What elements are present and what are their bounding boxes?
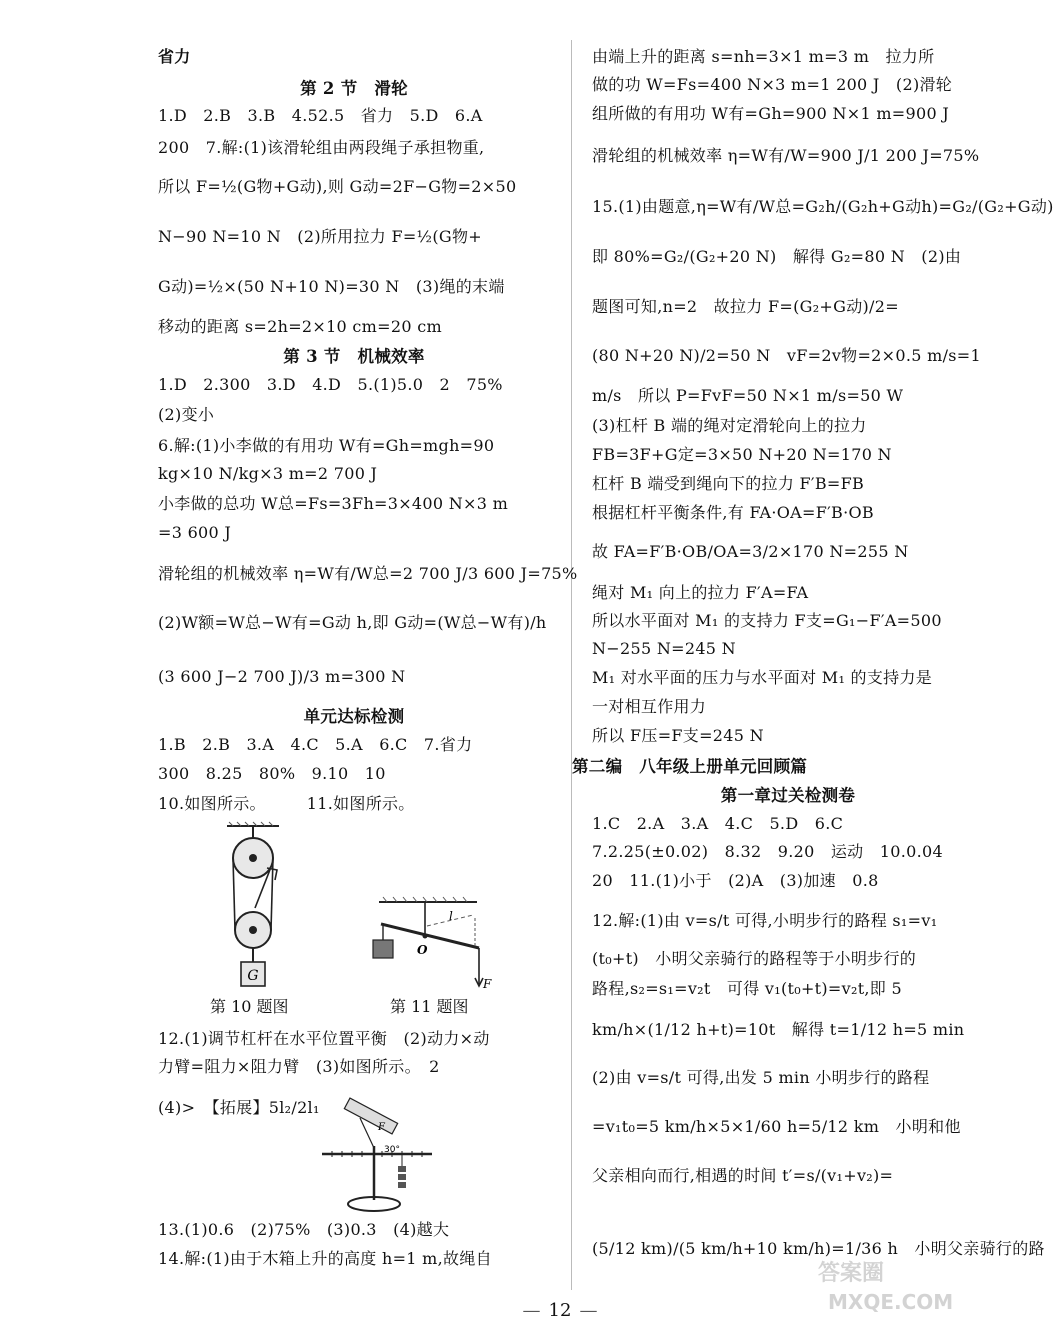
- figure-11-caption: 第 11 题图: [390, 997, 469, 1016]
- pulley-figure: [215, 822, 295, 990]
- text-line: 1.D 2.300 3.D 4.D 5.(1)5.0 2 75%: [158, 375, 503, 394]
- text-line: 第二编 八年级上册单元回顾篇: [572, 757, 808, 776]
- text-line: (3)杠杆 B 端的绳对定滑轮向上的拉力: [592, 416, 867, 435]
- text-line: 1.D 2.B 3.B 4.52.5 省力 5.D 6.A: [158, 106, 483, 125]
- text-line: 20 11.(1)小于 (2)A (3)加速 0.8: [592, 871, 879, 890]
- text-line: m/s 所以 P=FvF=50 N×1 m/s=50 W: [592, 386, 904, 405]
- text-line: 1.C 2.A 3.A 4.C 5.D 6.C: [592, 814, 844, 833]
- angle-label: 30°: [384, 1145, 400, 1155]
- text-line: 第 3 节 机械效率: [283, 347, 425, 366]
- text-line: 一对相互作用力: [592, 697, 707, 716]
- figure-10-caption: 第 10 题图: [210, 997, 289, 1016]
- text-line: 根据杠杆平衡条件,有 FA·OA=F′B·OB: [592, 503, 874, 522]
- text-line: N−255 N=245 N: [592, 639, 736, 658]
- text-line: (2)由 v=s/t 可得,出发 5 min 小明步行的路程: [592, 1068, 930, 1087]
- text-line: (2)W额=W总−W有=G动 h,即 G动=(W总−W有)/h: [158, 613, 547, 632]
- force-label: F: [483, 977, 492, 991]
- text-line: 15.(1)由题意,η=W有/W总=G₂h/(G₂h+G动h)=G₂/(G₂+G动): [592, 197, 1054, 216]
- text-line: N−90 N=10 N (2)所用拉力 F=½(G物+: [158, 227, 482, 246]
- text-line: 300 8.25 80% 9.10 10: [158, 764, 386, 783]
- text-line: 10.如图所示。 11.如图所示。: [158, 794, 415, 813]
- text-line: 移动的距离 s=2h=2×10 cm=20 cm: [158, 317, 442, 336]
- text-line: (3 600 J−2 700 J)/3 m=300 N: [158, 667, 406, 686]
- watermark-url: MXQE.COM: [828, 1290, 954, 1314]
- text-line: kg×10 N/kg×3 m=2 700 J: [158, 464, 378, 483]
- text-line: (t₀+t) 小明父亲骑行的路程等于小明步行的: [592, 949, 917, 968]
- text-line: =3 600 J: [158, 523, 232, 542]
- text-line: (4)> 【拓展】5l₂/2l₁: [158, 1098, 320, 1117]
- text-line: 小李做的总功 W总=Fs=3Fh=3×400 N×3 m: [158, 494, 509, 513]
- page-number: — 12 —: [480, 1300, 640, 1322]
- text-line: 题图可知,n=2 故拉力 F=(G₂+G动)/2=: [592, 297, 899, 316]
- text-line: M₁ 对水平面的压力与水平面对 M₁ 的支持力是: [592, 668, 933, 687]
- force-label-2: F: [378, 1122, 385, 1133]
- text-line: 由端上升的距离 s=nh=3×1 m=3 m 拉力所: [592, 47, 935, 66]
- text-line: km/h×(1/12 h+t)=10t 解得 t=1/12 h=5 min: [592, 1020, 965, 1039]
- text-line: 滑轮组的机械效率 η=W有/W=900 J/1 200 J=75%: [592, 146, 980, 165]
- text-line: 200 7.解:(1)该滑轮组由两段绳子承担物重,: [158, 138, 485, 157]
- text-line: 滑轮组的机械效率 η=W有/W总=2 700 J/3 600 J=75%: [158, 564, 578, 583]
- text-line: (5/12 km)/(5 km/h+10 km/h)=1/36 h 小明父亲骑行的路: [592, 1239, 1045, 1258]
- text-line: 1.B 2.B 3.A 4.C 5.A 6.C 7.省力: [158, 735, 473, 754]
- text-line: 路程,s₂=s₁=v₂t 可得 v₁(t₀+t)=v₂t,即 5: [592, 979, 902, 998]
- text-line: 组所做的有用功 W有=Gh=900 N×1 m=900 J: [592, 104, 950, 123]
- lever-experiment-figure: [318, 1104, 436, 1216]
- text-line: 所以 F压=F支=245 N: [592, 726, 764, 745]
- text-line: 6.解:(1)小李做的有用功 W有=Gh=mgh=90: [158, 436, 495, 455]
- text-line: 12.解:(1)由 v=s/t 可得,小明步行的路程 s₁=v₁: [592, 911, 938, 930]
- column-divider: [571, 40, 572, 1290]
- lever-figure: [365, 896, 505, 992]
- text-line: 力臂=阻力×阻力臂 (3)如图所示。 2: [158, 1057, 440, 1076]
- text-line: 即 80%=G₂/(G₂+20 N) 解得 G₂=80 N (2)由: [592, 247, 962, 266]
- text-line: 杠杆 B 端受到绳向下的拉力 F′B=FB: [592, 474, 865, 493]
- text-line: 做的功 W=Fs=400 N×3 m=1 200 J (2)滑轮: [592, 75, 953, 94]
- text-line: 14.解:(1)由于木箱上升的高度 h=1 m,故绳自: [158, 1249, 492, 1268]
- arm-label: l: [449, 909, 453, 923]
- text-line: 省力: [158, 47, 191, 66]
- text-line: FB=3F+G定=3×50 N+20 N=170 N: [592, 445, 892, 464]
- text-line: (2)变小: [158, 405, 215, 424]
- text-line: 第一章过关检测卷: [720, 786, 856, 805]
- text-line: =v₁t₀=5 km/h×5×1/60 h=5/12 km 小明和他: [592, 1117, 961, 1136]
- text-line: 单元达标检测: [303, 707, 405, 726]
- text-line: 所以水平面对 M₁ 的支持力 F支=G₁−F′A=500: [592, 611, 942, 630]
- pivot-label: O: [417, 943, 428, 957]
- text-line: 13.(1)0.6 (2)75% (3)0.3 (4)越大: [158, 1220, 450, 1239]
- text-line: 第 2 节 滑轮: [300, 79, 408, 98]
- text-line: 所以 F=½(G物+G动),则 G动=2F−G物=2×50: [158, 177, 517, 196]
- text-line: 故 FA=F′B·OB/OA=3/2×170 N=255 N: [592, 542, 909, 561]
- weight-label: G: [247, 968, 259, 984]
- text-line: 父亲相向而行,相遇的时间 t′=s/(v₁+v₂)=: [592, 1166, 894, 1185]
- text-line: G动)=½×(50 N+10 N)=30 N (3)绳的末端: [158, 277, 505, 296]
- text-line: 7.2.25(±0.02) 8.32 9.20 运动 10.0.04: [592, 842, 943, 861]
- text-line: 绳对 M₁ 向上的拉力 F′A=FA: [592, 583, 809, 602]
- watermark-logo: 答案圈: [818, 1261, 885, 1286]
- text-line: 12.(1)调节杠杆在水平位置平衡 (2)动力×动: [158, 1029, 490, 1048]
- text-line: (80 N+20 N)/2=50 N vF=2v物=2×0.5 m/s=1: [592, 346, 981, 365]
